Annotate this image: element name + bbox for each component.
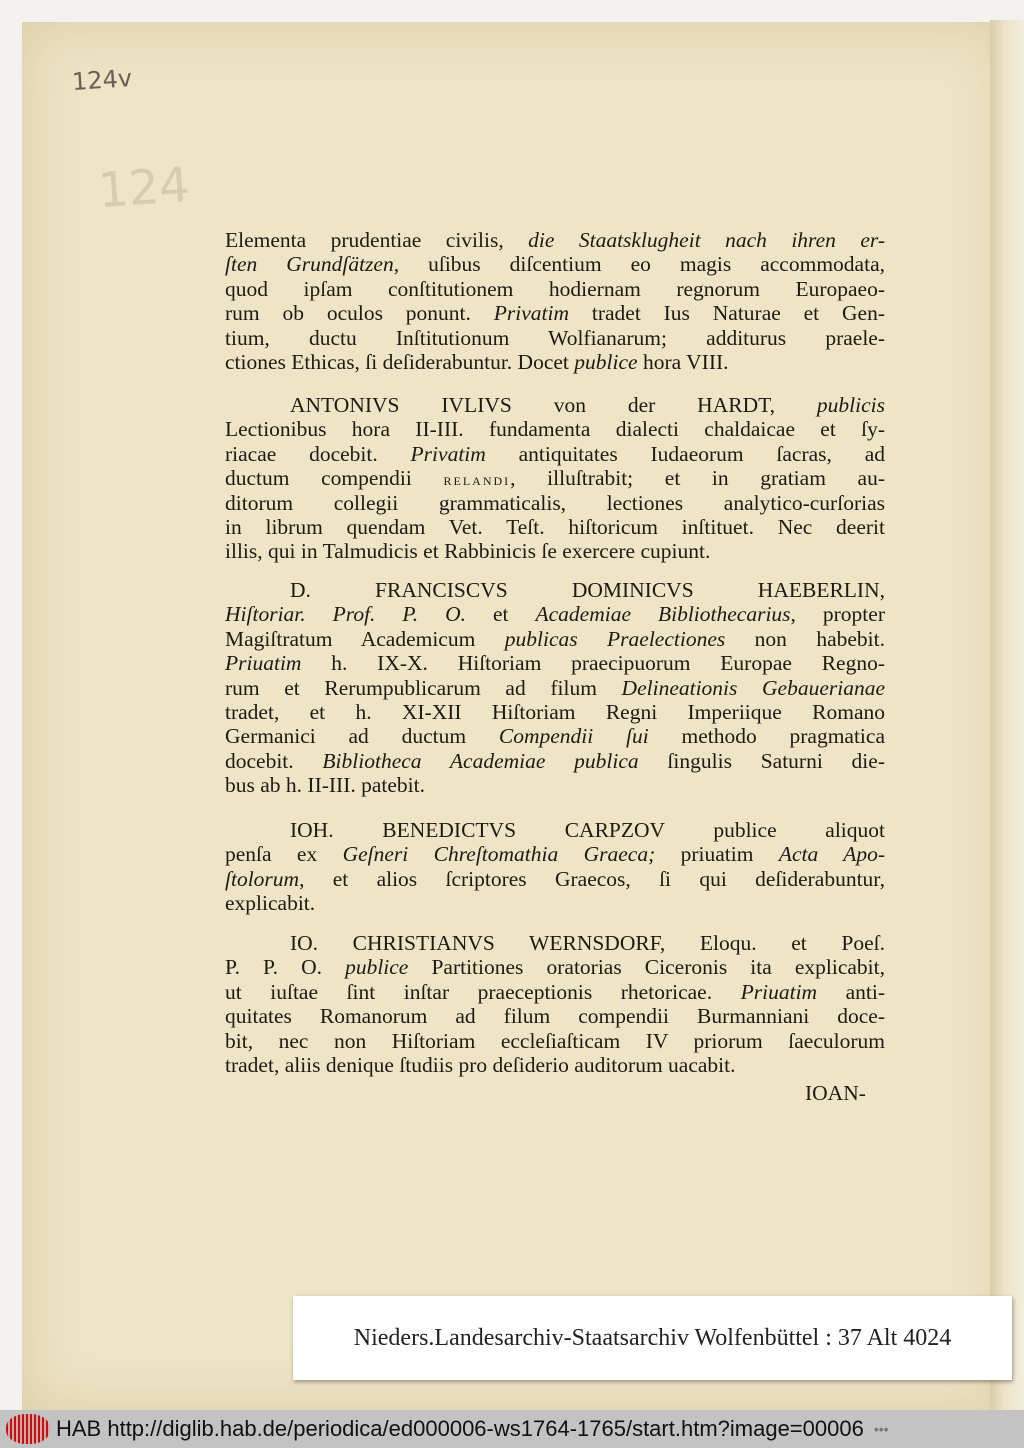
text-segment: D. FRANCISCVS DOMINICVS HAEBERLIN, [290,578,885,602]
text-segment: h. IX-X. Hiſtoriam praecipuorum Europae Regno- [301,651,885,676]
text-segment: ſtolorum [225,866,300,891]
text-segment: , uſibus diſcentium eo magis accommodata, [393,252,885,277]
text-segment: ſten Grundſätzen [225,252,394,277]
text-segment: die Staatsklugheit nach ihren er- [528,228,885,252]
text-segment: bit, nec non Hiſtoriam eccleſiaſticam IV priorum ſaeculorum [225,1028,885,1053]
text-segment: Privatim [493,301,569,326]
text-segment: Magiſtratum Academicum [225,626,505,651]
text-segment: Hiſtoriar. Prof. P. O. [225,602,467,627]
text-line [225,700,885,724]
source-url[interactable]: HAB http://diglib.hab.de/periodica/ed000006-ws1764-1765/start.htm?image=00006 [56,1416,864,1441]
text-segment: Academiae Bibliothecarius [535,602,791,627]
text-segment: Germanici ad ductum [225,724,499,749]
text-segment: ut iuſtae ſint inſtar praeceptionis rhetoricae. [225,979,741,1004]
text-segment: hora VIII. [637,349,729,374]
text-line [225,818,885,842]
catchword: IOAN- [805,1081,866,1105]
paragraph [225,931,885,1077]
text-segment: Lectionibus hora II-III. fundamenta dialecti chaldaicae et ſy- [225,417,885,442]
text-segment: , et alios ſcriptores Graecos, ſi qui deſiderabuntur, [299,866,885,891]
text-segment: relandi [443,470,511,490]
text-segment: ANTONIVS IVLIVS von der HARDT, [290,393,817,417]
text-segment: Compendii ſui [498,724,649,749]
text-line [225,931,885,955]
text-line [225,867,885,891]
source-footer [0,1410,1024,1448]
text-segment: Bibliotheca Academiae publica [322,748,639,773]
text-segment: quod ipſam conſtitutionem hodiernam regnorum Europaeo- [225,276,885,301]
text-line [225,301,885,325]
text-line [225,773,885,797]
text-segment: Acta Apo- [778,842,885,867]
text-segment: , illuſtrabit; et in gratiam au- [510,466,885,491]
text-segment: , propter [790,602,885,627]
text-segment: P. P. O. [225,955,346,980]
next-page-edge [990,20,1024,1412]
text-segment: Delineationis Gebauerianae [621,675,886,700]
text-segment: publice [345,955,409,980]
text-segment: rum ob oculos ponunt. [225,301,494,326]
text-segment: IOH. BENEDICTVS CARPZOV publice aliquot [290,818,885,842]
text-segment: ſingulis Saturni die- [638,748,885,773]
text-line [225,252,885,276]
text-segment: bus ab h. II-III. patebit. [225,773,425,798]
hab-logo-icon [6,1414,50,1444]
text-line [225,417,885,441]
text-segment: anti- [817,979,886,1004]
text-line [225,515,885,539]
text-line [225,980,885,1004]
text-segment: tium, ductu Inſtitutionum Wolfianarum; additurus praele- [225,325,885,350]
text-line [225,955,885,979]
text-segment: Privatim [410,441,486,466]
text-segment: Elementa prudentiae civilis, [225,228,529,252]
text-segment: explicabit. [225,891,316,916]
text-segment: Priuatim [740,979,818,1004]
paragraph [225,818,885,916]
text-segment: IO. CHRISTIANVS WERNSDORF, Eloqu. et Poeſ. [290,931,885,955]
text-segment: penſa ex [225,842,343,867]
text-segment: Priuatim [225,651,302,676]
text-line [225,350,885,374]
text-line [225,491,885,515]
archive-label [293,1296,1012,1380]
text-segment: Partitiones oratorias Ciceronis ita explicabit, [408,955,885,980]
more-icon[interactable]: ••• [873,1421,889,1437]
text-segment: tradet, et h. XI-XII Hiſtoriam Regni Imperiique Romano [225,699,885,724]
text-line [225,1004,885,1028]
text-line [225,651,885,675]
text-line [225,539,885,563]
text-line [225,676,885,700]
paragraph [225,228,885,374]
text-line [225,578,885,602]
text-line [225,602,885,626]
text-segment: illis, qui in Talmudicis et Rabbinicis ſe exercere cupiunt. [225,539,711,564]
text-segment: ductum compendii [225,466,444,491]
text-line [225,277,885,301]
text-segment: methodo pragmatica [648,724,885,749]
text-line [225,749,885,773]
text-line [225,1029,885,1053]
paragraph [225,578,885,798]
archive-label-text: Nieders.Landesarchiv-Staatsarchiv Wolfenbüttel : 37 Alt 4024 [353,1324,952,1351]
text-segment: non habebit. [725,626,885,651]
text-segment: priuatim [655,842,779,867]
text-segment: publice [574,349,638,374]
text-segment: antiquitates Iudaeorum ſacras, ad [485,441,885,466]
text-segment: publicas Praelectiones [504,626,726,651]
text-segment: tradet Ius Naturae et Gen- [569,301,885,326]
faded-folio-note: 124 [96,156,192,220]
text-line [225,724,885,748]
text-segment: publicis [816,393,885,417]
text-segment: tradet, aliis denique ſtudiis pro deſiderio auditorum uacabit. [225,1052,736,1077]
text-segment: docebit. [225,748,323,773]
text-segment: ditorum collegii grammaticalis, lectiones analytico-curſorias [225,490,885,515]
text-segment: Geſneri Chreſtomathia Graeca; [342,842,656,867]
text-line [225,393,885,417]
text-segment: rum et Rerumpublicarum ad filum [225,675,622,700]
text-segment: riacae docebit. [225,441,411,466]
text-line [225,466,885,490]
folio-note: 124v [71,63,133,97]
text-line [225,842,885,866]
text-segment: in librum quendam Vet. Teſt. hiſtoricum inſtituet. Nec deerit [225,514,885,539]
text-line [225,627,885,651]
text-line [225,442,885,466]
text-segment: ctiones Ethicas, ſi deſiderabuntur. Docet [225,349,575,374]
paragraph [225,393,885,564]
text-line [225,1053,885,1077]
text-line [225,228,885,252]
text-segment: quitates Romanorum ad filum compendii Burmanniani doce- [225,1004,885,1029]
text-line [225,326,885,350]
text-segment: et [466,602,536,627]
text-line [225,891,885,915]
